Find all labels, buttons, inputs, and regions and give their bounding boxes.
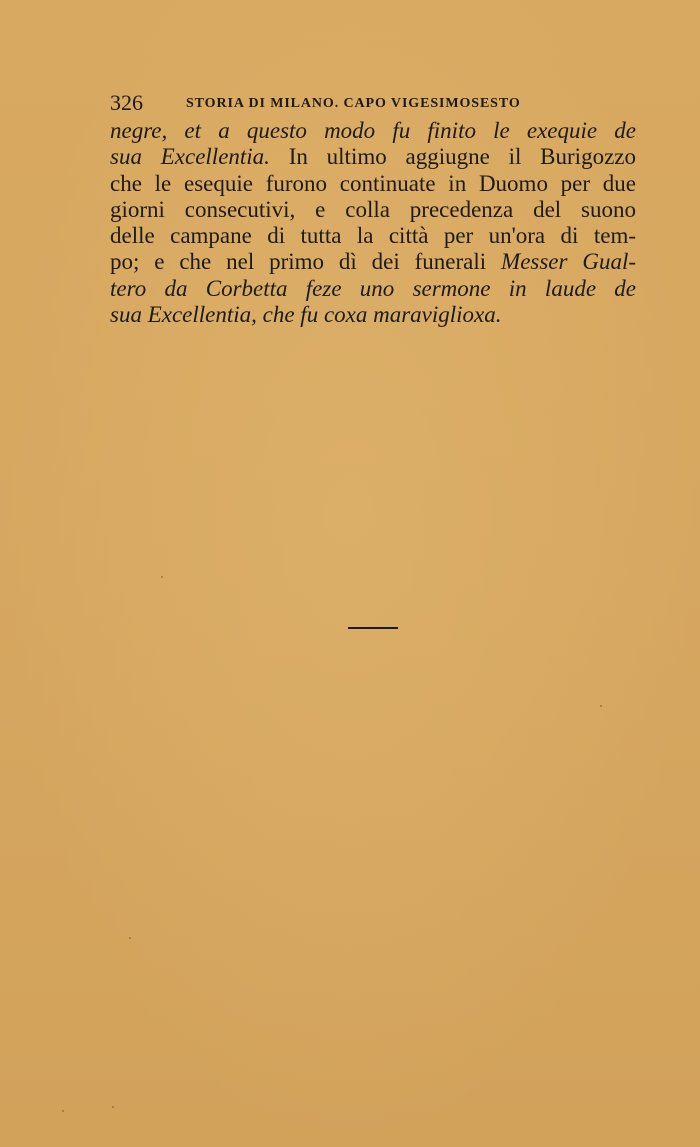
text-line: [110, 197, 636, 223]
body-paragraph: [110, 118, 636, 328]
paper-speck: [600, 705, 602, 707]
text-line: [110, 171, 636, 197]
roman-text: che le esequie furono continuate in Duomo per due: [110, 170, 636, 196]
italic-text: negre, et a questo modo fu finito le exequie de: [110, 118, 636, 143]
italic-text: tero da Corbetta feze uno sermone in laude de: [110, 275, 636, 301]
roman-text: giorni consecutivi, e colla precedenza del suono: [110, 196, 636, 222]
paper-speck: [129, 937, 131, 939]
text-line: [110, 144, 636, 170]
paper-speck: [112, 1106, 114, 1108]
running-head: [110, 90, 640, 116]
text-line: [110, 276, 636, 302]
paper-speck: [62, 1110, 64, 1112]
paper-speck: [161, 576, 163, 578]
running-title: STORIA DI MILANO. CAPO VIGESIMOSESTO: [186, 96, 521, 111]
roman-text: po; e che nel primo dì dei funerali: [110, 249, 502, 275]
text-line: [110, 223, 636, 249]
roman-text: In ultimo aggiugne il Burigozzo: [269, 144, 636, 170]
italic-text: Messer Gual-: [501, 249, 636, 275]
text-line: [110, 302, 636, 328]
roman-text: delle campane di tutta la città per un'ora di tem-: [110, 223, 636, 249]
section-divider: [348, 627, 398, 629]
italic-text: sua Excellentia.: [110, 144, 270, 170]
text-line: [110, 249, 636, 275]
text-line: [110, 118, 636, 144]
page-number: 326: [110, 90, 143, 115]
italic-text: sua Excellentia, che fu coxa maraviglioxa.: [110, 302, 502, 328]
